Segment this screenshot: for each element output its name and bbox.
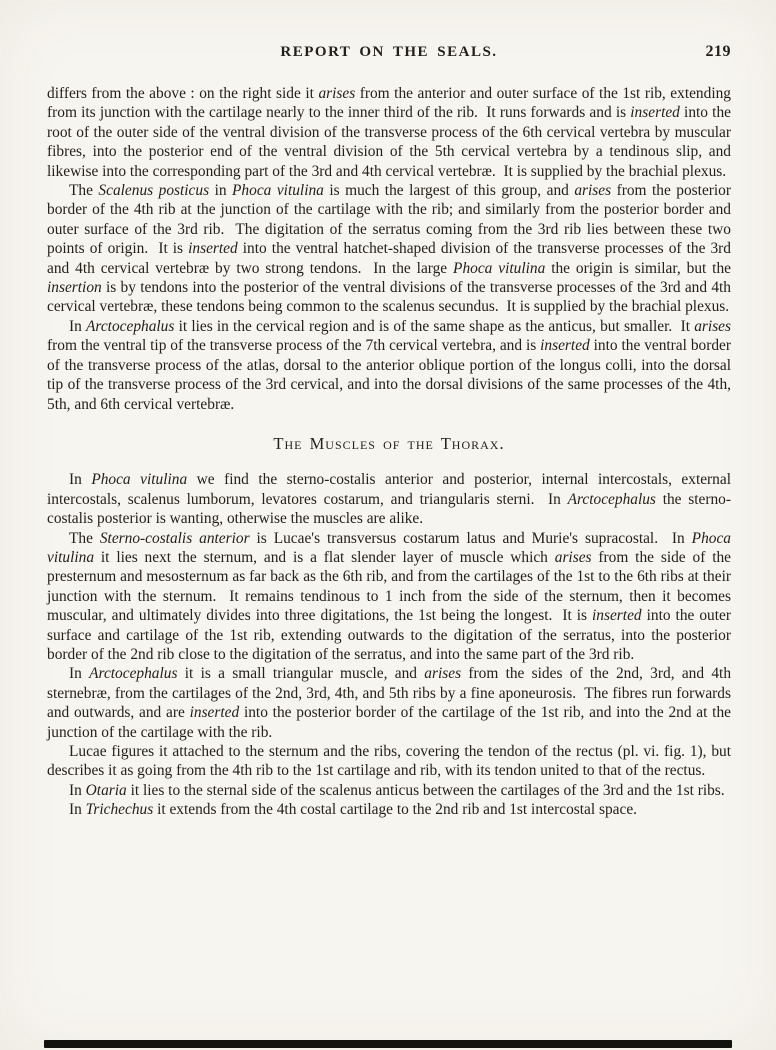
italic-text-segment: arises bbox=[318, 85, 356, 102]
text-segment: the sterno-costalis posterior is wanting, otherwise the muscles are alike. bbox=[47, 490, 731, 528]
text-segment: The bbox=[69, 182, 99, 200]
italic-text-segment: arises bbox=[424, 665, 462, 683]
text-segment: it lies in the cervical region and is of the same shape as the anticus, but smaller. It bbox=[174, 317, 695, 335]
text-segment: is Lucae's transversus costarum latus and Murie's supracostal. In bbox=[249, 529, 692, 547]
italic-text-segment: inserted bbox=[188, 240, 238, 258]
text-segment: from the anterior and outer surface of the 1st rib, extending from its junction with the cartilage nearly to the inner third of the rib. It runs forwards and is bbox=[47, 85, 731, 122]
text-segment: from the ventral tip of the transverse process of the 7th cervical vertebra, and is bbox=[47, 337, 541, 355]
text-segment: in bbox=[209, 182, 233, 200]
text-segment: differs from the above : on the right side it bbox=[47, 85, 319, 102]
text-segment: it lies to the sternal side of the scalenus anticus between the cartilages of the 3rd and the 1st ribs. bbox=[126, 781, 725, 799]
running-title: REPORT ON THE SEALS. bbox=[280, 44, 498, 60]
text-segment: In bbox=[69, 665, 90, 683]
italic-text-segment: arises bbox=[554, 548, 592, 566]
text-segment: Lucae figures it attached to the sternum and the ribs, covering the tendon of the rectus (pl. vi. fig. 1), but describes it as going from the 4th rib to the 1st cartilage and rib, with its tendon united to that of the rectus. bbox=[47, 743, 731, 780]
text-segment: into the root of the outer side of the ventral division of the transverse process of the 6th cervical vertebra by muscular fibres, into the posterior end of the ventral division of the 5th cervical vertebra by a tendinous slip, and likewise into the corresponding part of the 3rd and 4th cervical vertebræ. It is supplied by the brachial plexus. bbox=[47, 104, 731, 180]
text-segment: In bbox=[69, 471, 92, 489]
text-segment: from the sides of the 2nd, 3rd, and 4th sternebræ, from the cartilages of the 2nd, 3rd, 4th, and 5th ribs by a fine aponeurosis. The fibres run forwards and outwards, and are bbox=[47, 665, 732, 722]
text-segment: from the side of the presternum and mesosternum as far back as the 6th rib, and from the cartilages of the 1st to the 6th ribs at their junction with the sternum. It remains tendinous to 1 inch from the side of the sternum, then it becomes muscular, and ultimately divides into three digitations, the 1st being the longest. It is bbox=[47, 548, 731, 625]
text-segment: into the ventral border of the transverse process of the atlas, dorsal to the anterior oblique portion of the longus colli, into the dorsal tip of the transverse process of the 3rd cervical, and into the dorsal divisions of the same processes of the 4th, 5th, and 6th cervical vertebræ. bbox=[47, 337, 731, 413]
text-segment: it lies next the sternum, and is a flat slender layer of muscle which bbox=[94, 548, 555, 566]
italic-text-segment: Phoca vitulina bbox=[232, 182, 324, 200]
text-segment: we find the sterno-costalis anterior and posterior, internal intercostals, external intercostals, scalenus lumborum, levatores costarum, and triangularis sterni. In bbox=[47, 471, 731, 508]
italic-text-segment: Scalenus posticus bbox=[98, 182, 210, 200]
scan-artifact-bar bbox=[44, 1040, 732, 1048]
paragraph bbox=[47, 317, 731, 414]
text-segment: it extends from the 4th costal cartilage to the 2nd rib and 1st intercostal space. bbox=[153, 801, 638, 819]
paragraph bbox=[47, 84, 731, 181]
paragraph bbox=[47, 781, 731, 800]
italic-text-segment: Phoca vitulina bbox=[47, 529, 731, 566]
italic-text-segment: Phoca vitulina bbox=[453, 259, 546, 277]
italic-text-segment: Arctocephalus bbox=[89, 665, 178, 683]
italic-text-segment: inserted bbox=[189, 704, 240, 722]
text-segment: The bbox=[69, 529, 100, 547]
italic-text-segment: Phoca vitulina bbox=[91, 471, 188, 489]
page-header bbox=[47, 44, 731, 66]
paragraph bbox=[47, 181, 731, 317]
italic-text-segment: Otaria bbox=[85, 781, 127, 799]
italic-text-segment: inserted bbox=[592, 607, 642, 625]
paragraph bbox=[47, 529, 731, 665]
page-number: 219 bbox=[705, 43, 731, 60]
text-segment: from the posterior border of the 4th rib at the junction of the cartilage with the rib; and similarly from the posterior border and outer surface of the 3rd rib. The digitation of the serratus coming from the 3rd rib lies between these two points of origin. It is bbox=[47, 182, 732, 258]
italic-text-segment: insertion bbox=[47, 279, 102, 297]
italic-text-segment: Arctocephalus bbox=[567, 490, 656, 508]
paragraph bbox=[47, 664, 731, 742]
text-segment: is by tendons into the posterior of the ventral divisions of the transverse processes of the 3rd and 4th cervical vertebræ, these tendons being common to the scalenus secundus. It is supplied by the brachial plexus. bbox=[47, 279, 731, 316]
italic-text-segment: Arctocephalus bbox=[86, 317, 175, 335]
text-segment: it is a small triangular muscle, and bbox=[177, 665, 425, 683]
text-segment: into the posterior border of the cartilage of the 1st rib, and into the 2nd at the junction of the cartilage with the rib. bbox=[47, 704, 731, 741]
paragraph bbox=[47, 800, 731, 819]
text-segment: the origin is similar, but the bbox=[545, 259, 731, 277]
text-segment: In bbox=[69, 801, 86, 819]
paragraph bbox=[47, 470, 731, 528]
italic-text-segment: arises bbox=[694, 317, 732, 335]
italic-text-segment: arises bbox=[574, 182, 612, 200]
italic-text-segment: inserted bbox=[630, 104, 680, 122]
italic-text-segment: Sterno-costalis anterior bbox=[99, 529, 250, 547]
text-segment: into the ventral hatchet-shaped division of the transverse processes of the 3rd and 4th cervical vertebræ by two strong tendons. In the large bbox=[47, 240, 731, 277]
italic-text-segment: inserted bbox=[540, 337, 590, 355]
italic-text-segment: Trichechus bbox=[85, 801, 154, 819]
paragraph bbox=[47, 742, 731, 781]
page-body bbox=[47, 84, 731, 820]
text-segment: is much the largest of this group, and bbox=[323, 182, 575, 200]
text-segment: In bbox=[69, 781, 86, 799]
text-segment: into the outer surface and cartilage of the 1st rib, extending outwards to the digitation of the serratus, into the posterior border of the 2nd rib close to the digitation of the serratus, and into the same part of the 3rd rib. bbox=[47, 607, 731, 663]
text-segment: In bbox=[69, 317, 87, 335]
section-heading: The Muscles of the Thorax. bbox=[273, 433, 505, 453]
